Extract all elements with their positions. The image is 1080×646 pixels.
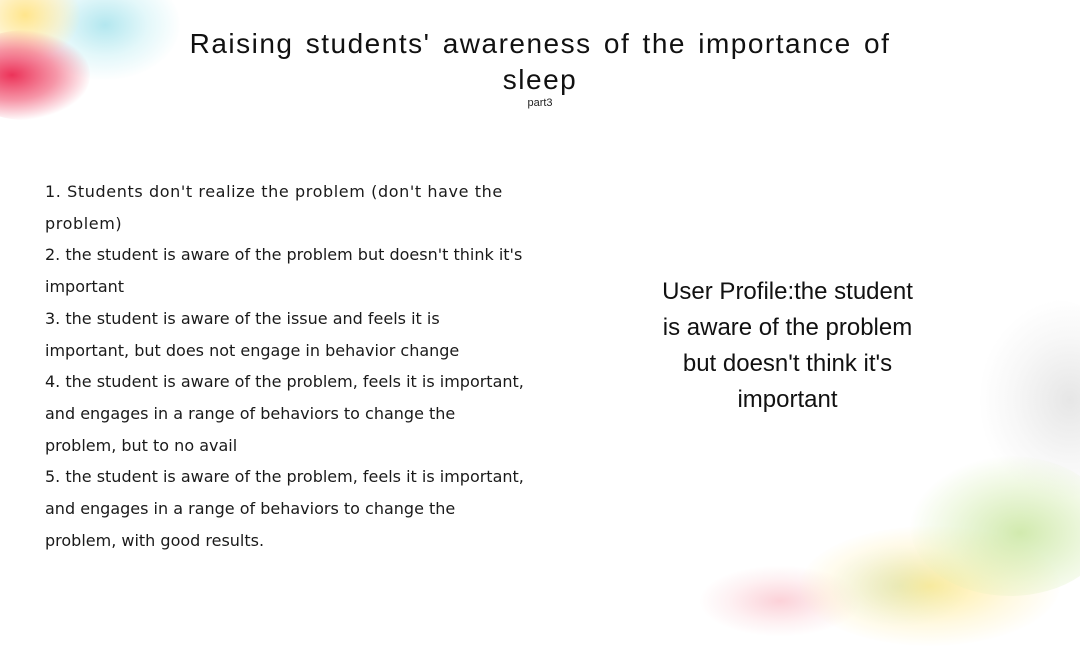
decorative-blob-pink bbox=[700, 566, 860, 636]
level-item-4: 4. the student is aware of the problem, feels it is important, and engages in a range of behaviors to change the problem, but to no avail bbox=[45, 372, 524, 455]
awareness-levels-list bbox=[45, 176, 525, 556]
decorative-blob-red bbox=[0, 30, 90, 120]
decorative-blob-yellow bbox=[0, 0, 80, 60]
slide-title: Raising students' awareness of the importance of sleep bbox=[189, 28, 891, 95]
user-profile-text: User Profile:the student is aware of the problem but doesn't think it's important bbox=[662, 278, 913, 413]
level-item-5: 5. the student is aware of the problem, feels it is important, and engages in a range of behaviors to change the problem, with good results. bbox=[45, 467, 524, 550]
decorative-blob-cyan-bottom bbox=[830, 546, 970, 626]
decorative-blob-yellow-bottom bbox=[800, 526, 1060, 646]
level-item-3: 3. the student is aware of the issue and feels it is important, but does not engage in behavior change bbox=[45, 308, 460, 360]
level-item-1: 1. Students don't realize the problem (don't have the problem) bbox=[45, 182, 503, 233]
level-item-2: 2. the student is aware of the problem but doesn't think it's important bbox=[45, 245, 523, 297]
decorative-blob-gray bbox=[980, 300, 1080, 500]
slide-subtitle: part3 bbox=[527, 97, 553, 109]
decorative-blob-cyan bbox=[30, 0, 180, 80]
decorative-blob-green bbox=[910, 456, 1080, 596]
